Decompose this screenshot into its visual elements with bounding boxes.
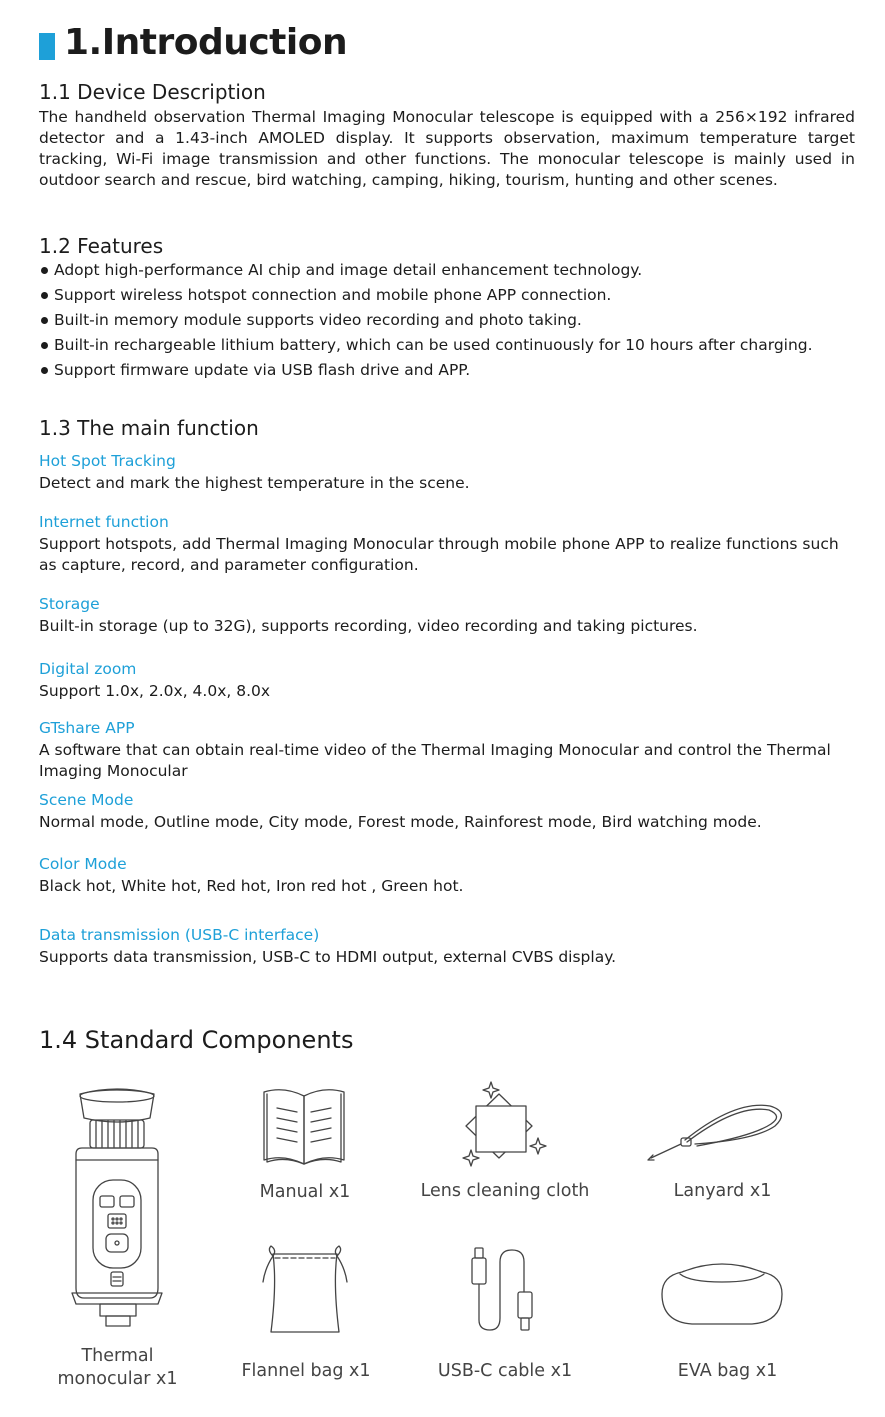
features-list — [39, 258, 813, 383]
function-name-internet: Internet function — [39, 513, 169, 531]
lanyard-icon — [645, 1100, 790, 1165]
function-desc-scene-mode: Normal mode, Outline mode, City mode, Forest mode, Rainforest mode, Bird watching mode. — [39, 813, 762, 831]
bullet-icon — [41, 317, 48, 324]
function-name-storage: Storage — [39, 595, 100, 613]
components-heading: 1.4 Standard Components — [39, 1026, 354, 1054]
function-desc-digital-zoom: Support 1.0x, 2.0x, 4.0x, 8.0x — [39, 682, 271, 700]
flannel-bag-icon — [257, 1244, 353, 1336]
bullet-icon — [41, 292, 48, 299]
component-label-lanyard: Lanyard x1 — [673, 1181, 772, 1201]
function-name-data-transmission: Data transmission (USB-C interface) — [39, 926, 320, 944]
function-name-digital-zoom: Digital zoom — [39, 660, 137, 678]
function-desc-storage: Built-in storage (up to 32G), supports recording, video recording and taking pictures. — [39, 617, 698, 635]
feature-item: Built-in rechargeable lithium battery, which can be used continuously for 10 hours after charging. — [39, 333, 813, 358]
component-label-usb-cable: USB-C cable x1 — [437, 1361, 573, 1381]
function-name-gtshare: GTshare APP — [39, 719, 135, 737]
cloth-icon — [460, 1080, 552, 1170]
component-label-eva-bag: EVA bag x1 — [677, 1361, 778, 1381]
title-accent-bar — [39, 33, 55, 60]
feature-item: Support firmware update via USB flash drive and APP. — [39, 358, 813, 383]
bullet-icon — [41, 342, 48, 349]
function-desc-gtshare: A software that can obtain real-time video of the Thermal Imaging Monocular and control the Thermal Imaging Monocular — [39, 741, 831, 780]
feature-item: Support wireless hotspot connection and mobile phone APP connection. — [39, 283, 813, 308]
bullet-icon — [41, 267, 48, 274]
features-heading: 1.2 Features — [39, 234, 164, 258]
component-label-manual: Manual x1 — [259, 1182, 351, 1202]
bullet-icon — [41, 367, 48, 374]
component-label-lens-cloth: Lens cleaning cloth — [420, 1181, 590, 1201]
function-desc-internet: Support hotspots, add Thermal Imaging Monocular through mobile phone APP to realize functions such as capture, record, and parameter configuration. — [39, 535, 839, 574]
manual-icon — [259, 1086, 349, 1168]
device-description-text: The handheld observation Thermal Imaging Monocular telescope is equipped with a 256×192 infrared detector and a 1.43-inch AMOLED display. It supports observation, maximum temperature target tracking, Wi-Fi image transmission and other functions. The monocular telescope is mainly used in outdoor search and rescue, bird watching, camping, hiking, tourism, hunting and other scenes. — [39, 108, 855, 189]
function-name-color-mode: Color Mode — [39, 855, 127, 873]
page-title: 1.Introduction — [64, 22, 348, 63]
function-desc-data-transmission: Supports data transmission, USB-C to HDMI output, external CVBS display. — [39, 948, 617, 966]
feature-item: Built-in memory module supports video recording and photo taking. — [39, 308, 813, 333]
function-name-hot-spot: Hot Spot Tracking — [39, 452, 176, 470]
component-label-monocular: Thermal monocular x1 — [57, 1346, 178, 1389]
function-desc-hot-spot: Detect and mark the highest temperature in the scene. — [39, 474, 470, 492]
monocular-icon — [70, 1088, 165, 1333]
function-name-scene-mode: Scene Mode — [39, 791, 134, 809]
component-label-flannel-bag: Flannel bag x1 — [241, 1361, 371, 1381]
feature-item: Adopt high-performance AI chip and image detail enhancement technology. — [39, 258, 813, 283]
main-function-heading: 1.3 The main function — [39, 416, 259, 440]
eva-bag-icon — [660, 1258, 785, 1330]
usb-cable-icon — [468, 1244, 548, 1336]
device-description-heading: 1.1 Device Description — [39, 80, 266, 104]
function-desc-color-mode: Black hot, White hot, Red hot, Iron red hot , Green hot. — [39, 877, 464, 895]
